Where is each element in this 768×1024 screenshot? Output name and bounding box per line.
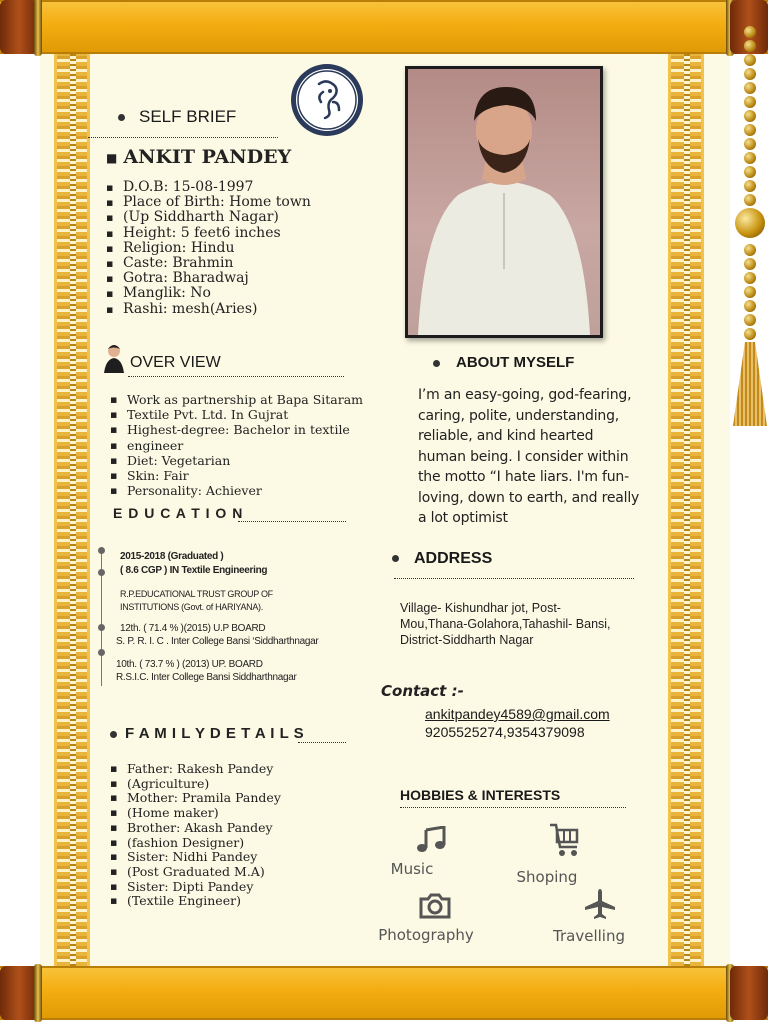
hobby-music: Music <box>390 860 434 878</box>
list-item: ▪ Rashi: mesh(Aries) <box>106 302 311 317</box>
institution-line: INSTITUTIONS (Govt. of HARIYANA). <box>120 602 263 612</box>
right-ornamental-border <box>668 54 704 966</box>
list-item: ▪ Mother: Pramila Pandey <box>110 791 281 806</box>
top-scroll-rod <box>0 0 768 54</box>
ganesha-emblem-icon <box>289 62 365 138</box>
family-divider <box>298 742 346 743</box>
list-item: ▪ Manglik: No <box>106 286 311 301</box>
list-item: ▪ Caste: Brahmin <box>106 256 311 271</box>
list-item: ▪ Sister: Dipti Pandey <box>110 880 281 895</box>
hobby-travelling: Travelling <box>553 927 625 945</box>
left-ornamental-border <box>54 54 90 966</box>
hobby-shopping: Shoping <box>516 868 578 886</box>
education-heading: E D U C A T I O N <box>113 505 243 521</box>
music-note-icon <box>416 826 448 854</box>
list-item: ▪ Textile Pvt. Ltd. In Gujrat <box>110 407 363 422</box>
family-heading: F A M I L Y D E T A I L S <box>110 725 304 742</box>
list-item: ▪ Skin: Fair <box>110 468 363 483</box>
graduation-detail: ( 8.6 CGP ) IN Textile Engineering <box>120 565 268 576</box>
list-item: ▪ (Agriculture) <box>110 777 281 792</box>
list-item: ▪ Diet: Vegetarian <box>110 453 363 468</box>
address-heading: ADDRESS <box>392 550 492 568</box>
twelfth-grade: 12th. ( 71.4 % )(2015) U.P BOARD <box>120 623 266 634</box>
list-item: ▪ (Up Siddharth Nagar) <box>106 210 311 225</box>
self-brief-divider <box>88 137 278 138</box>
education-divider <box>238 521 346 522</box>
twelfth-school: S. P. R. I. C . Inter College Bansi ‘Siddharthnagar <box>116 636 319 647</box>
camera-icon <box>418 892 452 920</box>
profile-photo <box>405 66 603 338</box>
tenth-school: R.S.I.C. Inter College Bansi Siddharthnagar <box>116 672 297 683</box>
hobby-photography: Photography <box>378 926 474 944</box>
list-item: ▪ (Textile Engineer) <box>110 894 281 909</box>
graduation-year: 2015-2018 (Graduated ) <box>120 551 224 562</box>
list-item: ▪ Brother: Akash Pandey <box>110 821 281 836</box>
list-item: ▪ Religion: Hindu <box>106 241 311 256</box>
list-item: ▪ Sister: Nidhi Pandey <box>110 850 281 865</box>
hobbies-heading: HOBBIES & INTERESTS <box>400 787 561 803</box>
candidate-name: ■ ANKIT PANDEY <box>106 146 292 168</box>
person-silhouette-icon <box>408 69 600 335</box>
address-divider <box>394 578 634 579</box>
email-link[interactable]: ankitpandey4589@gmail.com <box>425 706 610 722</box>
about-paragraph: I’m an easy-going, god-fearing, caring, polite, understanding, reliable, and kind hearted human being. I consider within the motto “I hate liars. I'm fun- loving, down to earth, and really a lot optimist <box>418 387 640 526</box>
list-item: ▪ D.O.B: 15-08-1997 <box>106 180 311 195</box>
list-item: ▪ Height: 5 feet6 inches <box>106 226 311 241</box>
self-brief-list <box>106 180 311 317</box>
list-item: ▪ engineer <box>110 438 363 453</box>
shopping-cart-icon <box>549 822 581 858</box>
list-item: ▪ Gotra: Bharadwaj <box>106 271 311 286</box>
phone-numbers: 9205525274,9354379098 <box>425 724 585 740</box>
bottom-scroll-rod <box>0 966 768 1020</box>
list-item: ▪ (fashion Designer) <box>110 836 281 851</box>
family-list <box>110 762 281 909</box>
list-item: ▪ (Post Graduated M.A) <box>110 865 281 880</box>
list-item: ▪ Highest-degree: Bachelor in textile <box>110 422 363 437</box>
overview-list <box>110 392 363 498</box>
list-item: ▪ Personality: Achiever <box>110 483 363 498</box>
institution-line: R.P.EDUCATIONAL TRUST GROUP OF <box>120 589 273 599</box>
self-brief-heading: SELF BRIEF <box>118 107 236 127</box>
airplane-icon <box>583 888 617 920</box>
address-text: Village- Kishundhar jot, Post- Mou,Thana-Golahora,Tahashil- Bansi, District-Siddharth Nagar <box>400 601 611 647</box>
tenth-grade: 10th. ( 73.7 % ) (2013) UP. BOARD <box>116 659 263 670</box>
list-item: ▪ (Home maker) <box>110 806 281 821</box>
overview-divider <box>128 376 344 377</box>
person-avatar-icon <box>103 343 125 373</box>
list-item: ▪ Place of Birth: Home town <box>106 195 311 210</box>
list-item: ▪ Father: Rakesh Pandey <box>110 762 281 777</box>
contact-heading: Contact :- <box>381 682 464 700</box>
about-heading: ABOUT MYSELF <box>433 354 574 371</box>
overview-heading: OVER VIEW <box>130 354 221 371</box>
hobbies-divider <box>400 807 626 808</box>
list-item: ▪ Work as partnership at Bapa Sitaram <box>110 392 363 407</box>
